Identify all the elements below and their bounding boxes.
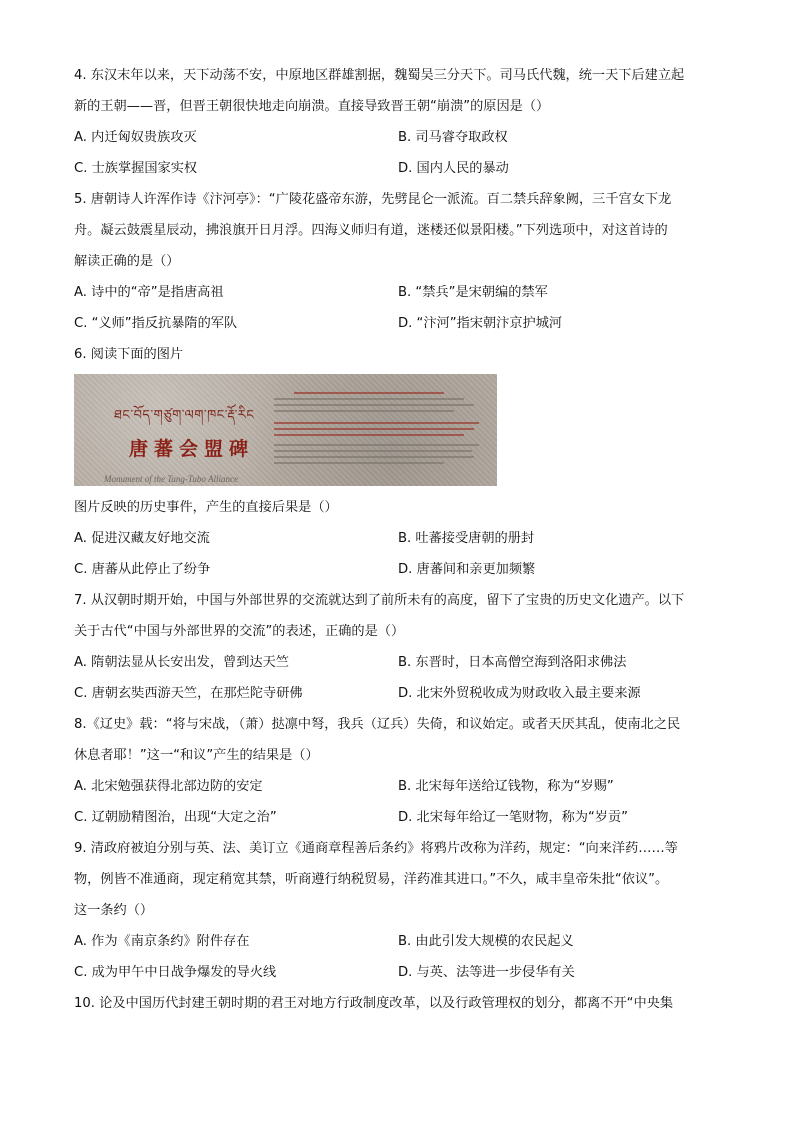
question-stem: 舟。凝云鼓震星辰动，拂浪旗开日月浮。四海义师归有道，迷楼还似景阳楼。”下列选项中，对这首诗的 <box>74 223 668 238</box>
stele-photo <box>74 374 497 486</box>
option-a: A. 内迁匈奴贵族攻灭 <box>74 130 197 145</box>
option-a: A. 促进汉藏友好地交流 <box>74 531 210 546</box>
option-b: B. “禁兵”是宋朝编的禁军 <box>398 285 548 300</box>
stele-title: 唐蕃会盟碑 <box>129 438 255 460</box>
option-b: B. 北宋每年送给辽钱物，称为“岁赐” <box>398 779 614 794</box>
option-b: B. 吐蕃接受唐朝的册封 <box>398 531 535 546</box>
option-c: C. “义师”指反抗暴隋的军队 <box>74 316 238 331</box>
question-stem: 8.《辽史》载：“将与宋战，（萧）挞凛中弩，我兵（辽兵）失倚，和议始定。或者天厌其乱，使南北之民 <box>74 717 681 732</box>
question-stem: 10. 论及中国历代封建王朝时期的君王对地方行政制度改革，以及行政管理权的划分，都离不开“中央集 <box>74 996 674 1011</box>
option-b: B. 由此引发大规模的农民起义 <box>398 934 574 949</box>
stele-left-panel <box>74 374 259 486</box>
question-stem: 新的王朝——晋，但晋王朝很快地走向崩溃。直接导致晋王朝“崩溃”的原因是（） <box>74 99 550 114</box>
option-c: C. 成为甲午中日战争爆发的导火线 <box>74 965 277 980</box>
option-c: C. 士族掌握国家实权 <box>74 161 198 176</box>
stele-description-panel <box>274 384 489 482</box>
question-7 <box>74 585 724 709</box>
question-stem: 关于古代“中国与外部世界的交流”的表述，正确的是（） <box>74 624 405 639</box>
option-c: C. 唐蕃从此停止了纷争 <box>74 562 211 577</box>
option-c: C. 唐朝玄奘西游天竺，在那烂陀寺研佛 <box>74 686 303 701</box>
question-4 <box>74 60 724 184</box>
question-5 <box>74 184 724 339</box>
option-b: B. 东晋时，日本高僧空海到洛阳求佛法 <box>398 655 627 670</box>
option-d: D. 与英、法等进一步侵华有关 <box>398 965 575 980</box>
description-text-lines <box>274 388 484 468</box>
question-stem: 6. 阅读下面的图片 <box>74 347 184 362</box>
option-d: D. “汴河”指宋朝汴京护城河 <box>398 316 563 331</box>
question-6 <box>74 339 724 585</box>
option-a: A. 北宋勉强获得北部边防的安定 <box>74 779 263 794</box>
option-d: D. 北宋每年给辽一笔财物，称为“岁贡” <box>398 810 629 825</box>
option-a: A. 诗中的“帝”是指唐高祖 <box>74 285 224 300</box>
stele-caption: Monument of the Tang-Tubo Alliance <box>104 474 238 484</box>
question-stem: 5. 唐朝诗人许浑作诗《汴河亭》：“广陵花盛帝东游，先劈昆仑一派流。百二禁兵辞象阙，三千宫女下龙 <box>74 192 672 207</box>
option-d: D. 国内人民的暴动 <box>398 161 509 176</box>
option-d: D. 唐蕃间和亲更加频繁 <box>398 562 536 577</box>
option-a: A. 隋朝法显从长安出发，曾到达天竺 <box>74 655 289 670</box>
question-stem: 图片反映的历史事件，产生的直接后果是（） <box>74 500 338 515</box>
question-stem: 物，例皆不准通商，现定稍宽其禁，听商遵行纳税贸易，洋药准其进口。”不久，咸丰皇帝朱批“依议”。 <box>74 872 669 887</box>
tibetan-inscription: ཐང་བོད་གཙུག་ལག་ཁང་རྡོ་རིང <box>114 408 255 423</box>
question-stem: 7. 从汉朝时期开始，中国与外部世界的交流就达到了前所未有的高度，留下了宝贵的历史文化遗产。以下 <box>74 593 685 608</box>
option-c: C. 辽朝励精图治，出现“大定之治” <box>74 810 277 825</box>
question-stem: 解读正确的是（） <box>74 254 180 269</box>
option-b: B. 司马睿夺取政权 <box>398 130 508 145</box>
option-a: A. 作为《南京条约》附件存在 <box>74 934 250 949</box>
question-stem: 这一条约（） <box>74 903 154 918</box>
option-d: D. 北宋外贸税收成为财政收入最主要来源 <box>398 686 641 701</box>
question-10 <box>74 988 724 1019</box>
question-stem: 休息者耶！”这一“和议”产生的结果是（） <box>74 748 319 763</box>
question-stem: 9. 清政府被迫分别与英、法、美订立《通商章程善后条约》将鸦片改称为洋药，规定：“向来洋药……等 <box>74 841 678 856</box>
question-stem: 4. 东汉末年以来，天下动荡不安，中原地区群雄割据，魏蜀吴三分天下。司马氏代魏，统一天下后建立起 <box>74 68 685 83</box>
exam-page <box>74 60 724 1019</box>
question-8 <box>74 709 724 833</box>
question-9 <box>74 833 724 988</box>
